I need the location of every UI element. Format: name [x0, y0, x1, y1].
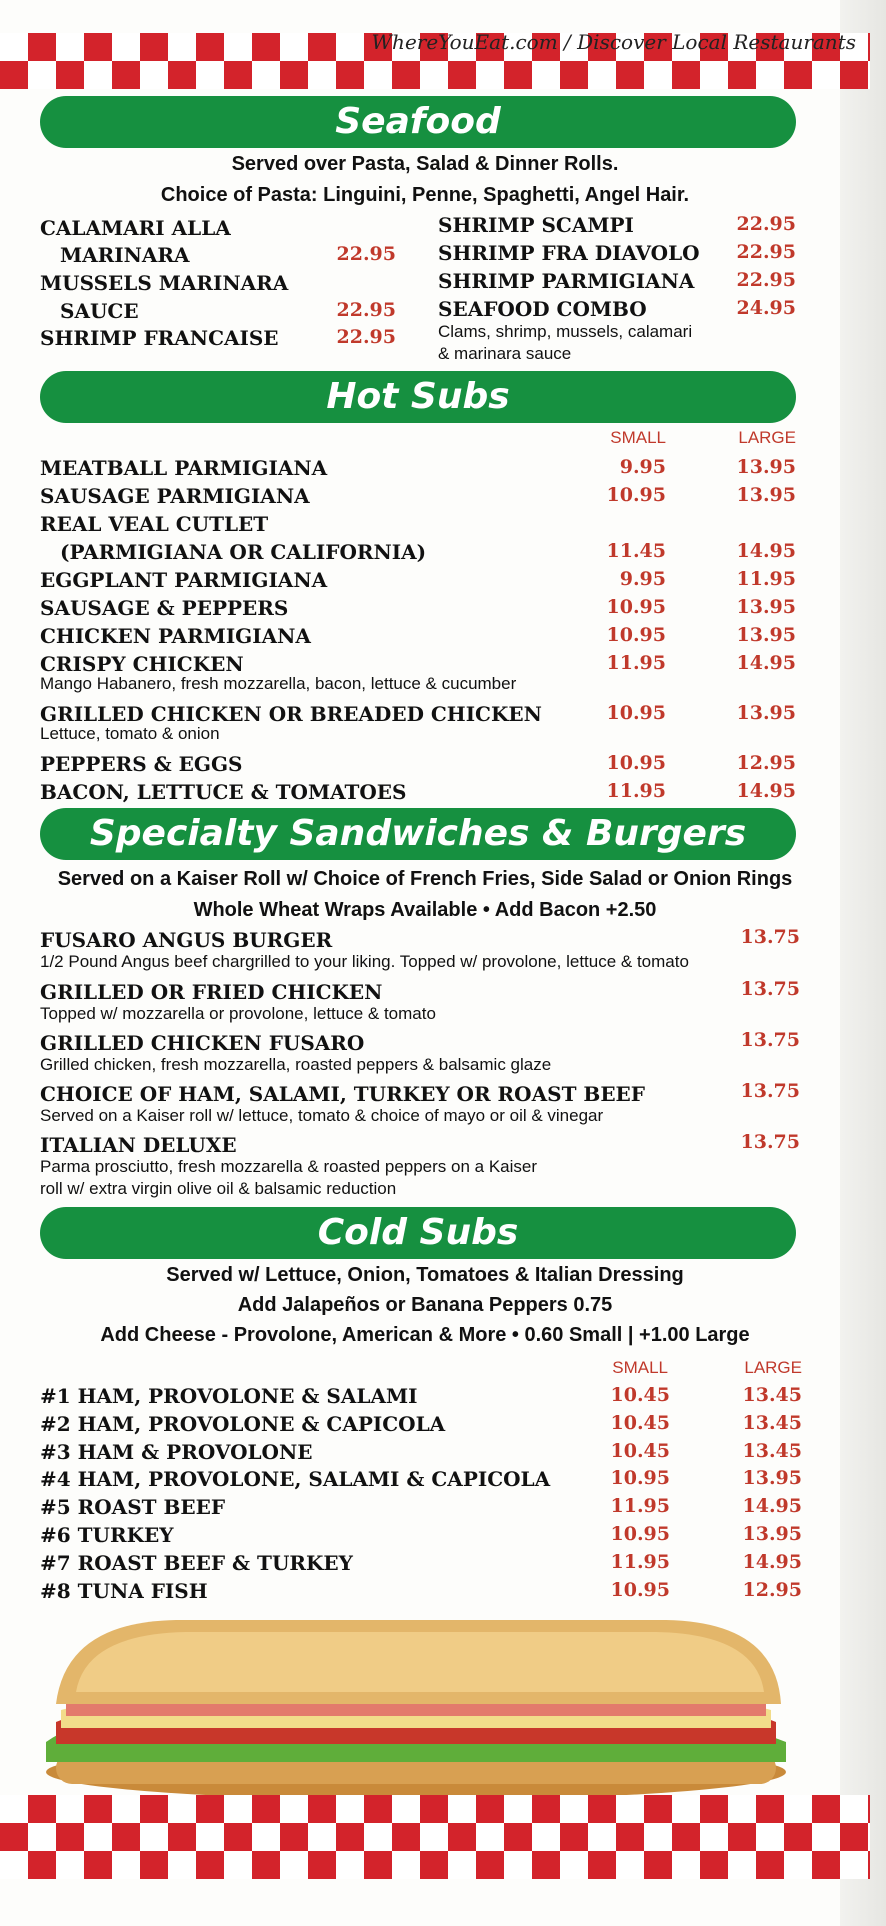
price-small: 10.95 — [606, 484, 666, 506]
menu-item-name: #6 TURKEY — [40, 1523, 174, 1547]
menu-item-name: #8 TUNA FISH — [40, 1578, 208, 1603]
menu-item-name: CALAMARI ALLA — [40, 216, 231, 240]
menu-item-name: MUSSELS MARINARA — [40, 271, 289, 295]
menu-item-name: GRILLED CHICKEN OR BREADED CHICKEN — [40, 702, 542, 726]
menu-item-name: GRILLED CHICKEN FUSARO — [40, 1031, 365, 1055]
menu-item-desc: Served on a Kaiser roll w/ lettuce, tomato & choice of mayo or oil & vinegar — [40, 1106, 604, 1125]
price-small: 10.95 — [606, 702, 666, 724]
price-small: 9.95 — [619, 456, 666, 478]
menu-item-desc: Topped w/ mozzarella or provolone, lettuce & tomato — [40, 1004, 436, 1023]
menu-item-price: 13.75 — [740, 926, 800, 948]
menu-item-name: CHOICE OF HAM, SALAMI, TURKEY OR ROAST BEEF — [40, 1082, 645, 1106]
price-large: 13.95 — [736, 484, 796, 506]
menu-item-name: #5 ROAST BEEF — [40, 1495, 226, 1520]
price-large: 11.95 — [736, 568, 796, 590]
menu-item-name: (PARMIGIANA OR CALIFORNIA) — [60, 540, 427, 564]
menu-item-name: GRILLED OR FRIED CHICKEN — [40, 980, 383, 1004]
menu-item-name: SHRIMP PARMIGIANA — [438, 269, 695, 293]
price-small: 10.45 — [610, 1411, 670, 1434]
price-large: 14.95 — [736, 780, 796, 802]
menu-item-name: BACON, LETTUCE & TOMATOES — [40, 780, 407, 804]
menu-item-price: 13.75 — [740, 1131, 800, 1153]
price-small: 10.95 — [606, 752, 666, 774]
menu-item-desc: roll w/ extra virgin olive oil & balsamic reduction — [40, 1179, 397, 1198]
cold-subs-banner: Cold Subs — [40, 1207, 796, 1259]
menu-item-name: MEATBALL PARMIGIANA — [40, 456, 328, 480]
menu-item-name: EGGPLANT PARMIGIANA — [40, 568, 328, 592]
menu-item-name: CRISPY CHICKEN — [40, 652, 244, 676]
menu-item-desc: Lettuce, tomato & onion — [40, 724, 220, 743]
price-large: 13.95 — [742, 1467, 802, 1490]
price-small: 11.45 — [606, 540, 666, 562]
menu-item-name: PEPPERS & EGGS — [40, 752, 243, 776]
price-large: 13.95 — [736, 702, 796, 724]
price-small: 11.95 — [606, 780, 666, 802]
column-header-small: SMALL — [610, 428, 666, 447]
menu-item-name: SAUSAGE PARMIGIANA — [40, 484, 310, 508]
menu-item-desc: & marinara sauce — [438, 344, 572, 363]
menu-item-name: ITALIAN DELUXE — [40, 1133, 237, 1157]
cold-subs-note-2: Add Jalapeños or Banana Peppers 0.75 — [237, 1294, 613, 1316]
seafood-note-1: Served over Pasta, Salad & Dinner Rolls. — [231, 153, 619, 175]
menu-item-desc: Clams, shrimp, mussels, calamari — [438, 322, 693, 341]
watermark: WhereYouEat.com / Discover Local Restaurants — [371, 30, 856, 54]
column-header-large: LARGE — [738, 428, 796, 447]
column-header-small: SMALL — [612, 1358, 668, 1377]
cold-subs-note-1: Served w/ Lettuce, Onion, Tomatoes & Italian Dressing — [166, 1264, 684, 1286]
price-large: 13.45 — [742, 1411, 802, 1434]
menu-item-desc: Grilled chicken, fresh mozzarella, roasted peppers & balsamic glaze — [40, 1055, 552, 1074]
price-large: 13.95 — [736, 596, 796, 618]
price-large: 12.95 — [742, 1578, 802, 1601]
menu-item-name: SHRIMP FRA DIAVOLO — [438, 241, 700, 265]
column-header-large: LARGE — [744, 1358, 802, 1377]
menu-item-name: CHICKEN PARMIGIANA — [40, 624, 311, 648]
menu-item-name: #4 HAM, PROVOLONE, SALAMI & CAPICOLA — [40, 1467, 551, 1492]
menu-item-price: 22.95 — [736, 269, 796, 291]
price-large: 14.95 — [736, 540, 796, 562]
price-small: 11.95 — [606, 652, 666, 674]
price-large: 14.95 — [742, 1495, 802, 1518]
menu-item-name: #1 HAM, PROVOLONE & SALAMI — [40, 1384, 418, 1408]
price-small: 10.95 — [610, 1578, 670, 1601]
page-edge — [840, 0, 886, 1926]
menu-item-price: 22.95 — [736, 213, 796, 235]
menu-item-name: #3 HAM & PROVOLONE — [40, 1439, 313, 1464]
price-small: 10.95 — [606, 624, 666, 646]
menu-item-price: 22.95 — [336, 326, 396, 348]
price-large: 14.95 — [736, 652, 796, 674]
menu-item-name: #7 ROAST BEEF & TURKEY — [40, 1550, 353, 1575]
price-large: 13.45 — [742, 1439, 802, 1462]
specialty-banner: Specialty Sandwiches & Burgers — [40, 808, 796, 860]
price-small: 10.95 — [606, 596, 666, 618]
menu-item-price: 24.95 — [736, 297, 796, 319]
price-large: 13.95 — [736, 624, 796, 646]
specialty-note-2: Whole Wheat Wraps Available • Add Bacon +2.50 — [193, 899, 657, 921]
price-large: 14.95 — [742, 1550, 802, 1573]
seafood-banner: Seafood — [40, 96, 796, 148]
price-small: 10.45 — [610, 1439, 670, 1462]
menu-item-name: FUSARO ANGUS BURGER — [40, 928, 333, 952]
hot-subs-banner: Hot Subs — [40, 371, 796, 423]
checker-border-bottom — [0, 1795, 870, 1879]
specialty-note-1: Served on a Kaiser Roll w/ Choice of French Fries, Side Salad or Onion Rings — [57, 868, 793, 890]
menu-item-name: REAL VEAL CUTLET — [40, 512, 269, 536]
menu-item-price: 13.75 — [740, 1080, 800, 1102]
price-small: 10.95 — [610, 1467, 670, 1490]
menu-item-price: 22.95 — [336, 299, 396, 321]
price-small: 10.45 — [610, 1384, 670, 1406]
menu-item-name: SHRIMP FRANCAISE — [40, 326, 279, 350]
price-large: 12.95 — [736, 752, 796, 774]
menu-item-name: SAUSAGE & PEPPERS — [40, 596, 289, 620]
price-small: 11.95 — [610, 1550, 670, 1573]
menu-item-price: 13.75 — [740, 1029, 800, 1051]
menu-item-name: SEAFOOD COMBO — [438, 297, 647, 321]
menu-item-name: MARINARA — [60, 243, 190, 267]
price-small: 11.95 — [610, 1495, 670, 1518]
menu-item-name: SAUCE — [60, 299, 139, 323]
menu-item-price: 22.95 — [336, 243, 396, 265]
price-large: 13.95 — [742, 1523, 802, 1545]
menu-item-name: SHRIMP SCAMPI — [438, 213, 634, 237]
menu-item-desc: Mango Habanero, fresh mozzarella, bacon, lettuce & cucumber — [40, 674, 517, 693]
cold-subs-note-3: Add Cheese - Provolone, American & More • 0.60 Small | +1.00 Large — [100, 1324, 750, 1346]
menu-item-name: #2 HAM, PROVOLONE & CAPICOLA — [40, 1411, 446, 1436]
seafood-note-2: Choice of Pasta: Linguini, Penne, Spaghetti, Angel Hair. — [160, 184, 690, 206]
menu-item-price: 22.95 — [736, 241, 796, 263]
menu-item-price: 13.75 — [740, 978, 800, 1000]
price-large: 13.95 — [736, 456, 796, 478]
menu-item-desc: Parma prosciutto, fresh mozzarella & roasted peppers on a Kaiser — [40, 1157, 538, 1176]
price-large: 13.45 — [742, 1384, 802, 1406]
sandwich-image — [36, 1612, 796, 1802]
price-small: 9.95 — [619, 568, 666, 590]
menu-item-desc: 1/2 Pound Angus beef chargrilled to your liking. Topped w/ provolone, lettuce & tomato — [40, 952, 689, 971]
price-small: 10.95 — [610, 1523, 670, 1545]
